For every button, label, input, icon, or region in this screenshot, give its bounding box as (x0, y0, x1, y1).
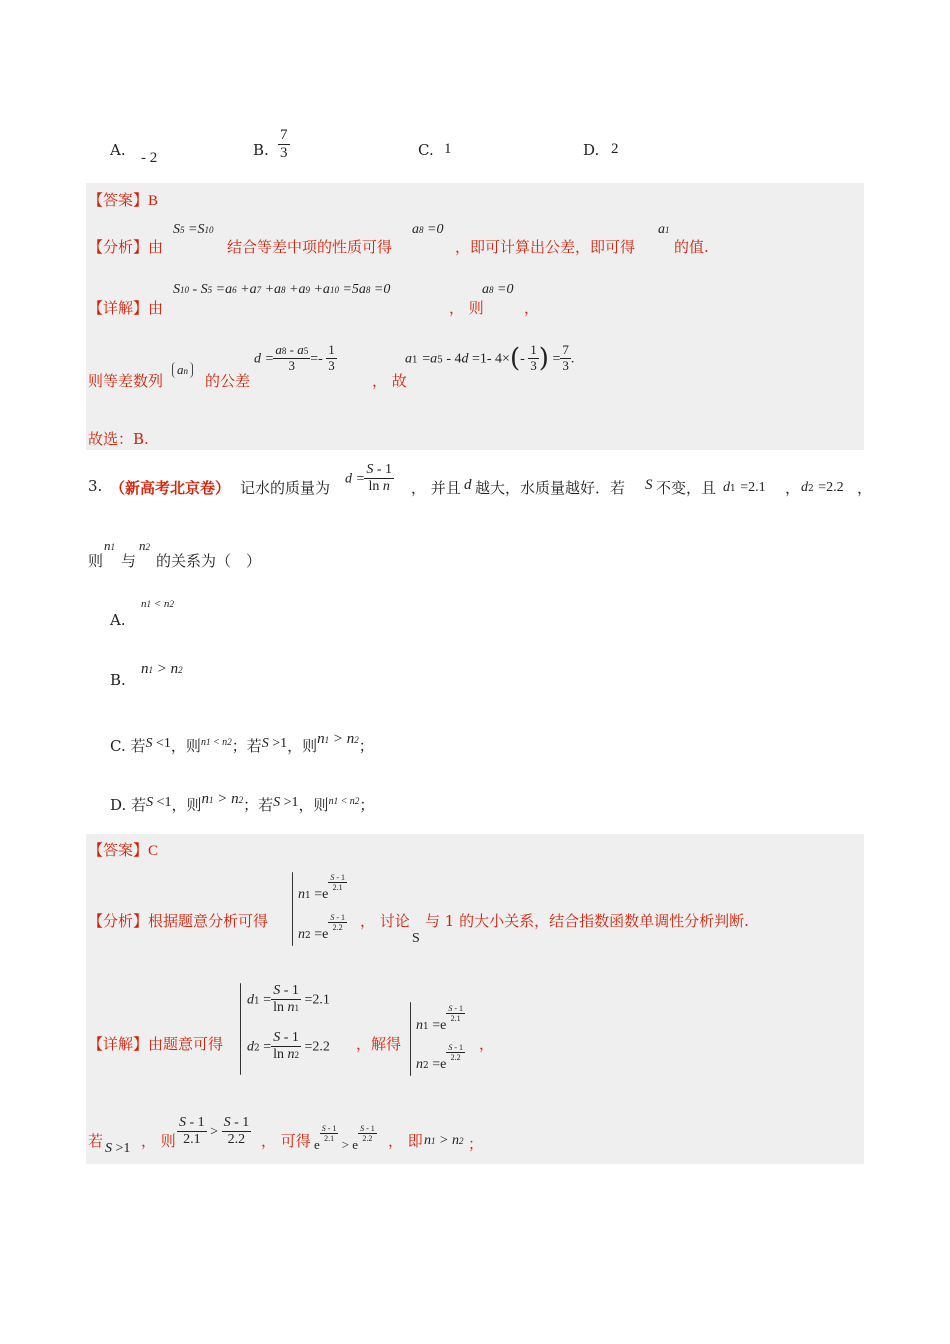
q3-opt-d: D. 若S <1，则n1 > n2；若S >1，则$^{n1 < n2}$； (110, 791, 375, 814)
q2-a1-eq: a1 =a5 - 4d =1- 4×(- $\frac{1}{3}$ ) = $\frac{7}{3}$ . (405, 342, 575, 374)
q3-line2-end: 的关系为（ ） (156, 552, 262, 570)
q3-d2: d2 =2.2 (801, 480, 844, 495)
option-c-value: 1 (444, 141, 452, 157)
q2-diff-eq: d = $\frac{a8 - a5}{3}$ =- $\frac{1}{3}$ (254, 342, 335, 373)
q2-detail-eq1: S10 - S5 =a6 +a7 +a8 +a9 +a10 =5a8 =0 (173, 282, 391, 297)
option-d-label: D. (583, 141, 600, 159)
q3-line2-mid: 与 (121, 552, 137, 570)
q2-detail-eq2: a8 =0 (482, 282, 514, 297)
q2-line3-mid: 的公差 (205, 372, 251, 390)
q3-n2: n2 (139, 538, 150, 553)
q3-stem-1: 记水的质量为 (240, 479, 331, 497)
q3-last-ineq3: n1 > n2 (424, 1133, 464, 1148)
q3-analysis-brace (292, 872, 293, 946)
q3-stem-6: ， (857, 479, 873, 497)
q2-conclusion: 故选：B. (88, 430, 149, 448)
option-d-value: 2 (611, 141, 619, 157)
q3-detail-n1: n1 =e $\frac{S - 1}{2.1}$ (416, 1004, 464, 1034)
q3-opt-b-expr: n1 > n2 (141, 661, 183, 677)
q3-d1: d1 =2.1 (723, 480, 766, 495)
q2-analysis-eq1: S5 =S10 (173, 222, 214, 237)
q3-formula: d = $\frac{S - 1}{\text{ln n}}$ (345, 462, 393, 495)
q3-analysis-mid: ， 讨论 (360, 912, 410, 930)
q2-analysis-text3: 的值. (674, 238, 709, 256)
q3-last-s: S >1 (105, 1141, 131, 1156)
q3-detail-end: ， (479, 1035, 495, 1053)
q3-opt-a-expr: n1 < n2 (141, 598, 174, 610)
q3-detail-brace1 (240, 983, 241, 1075)
q3-last-then: ， 则 (141, 1132, 176, 1150)
q3-number: 3. (88, 477, 103, 495)
q3-last-ineq2: e $\frac{S - 1}{2.1}$ > e $\frac{S - 1}{2.2}$ (314, 1124, 375, 1153)
q2-analysis-eq2: a8 =0 (412, 222, 444, 237)
q3-d-var: d (464, 477, 472, 493)
q3-detail-mid: ，解得 (356, 1035, 402, 1053)
q2-detail: 【详解】由 (88, 299, 164, 317)
q3-detail-brace2 (410, 1002, 411, 1076)
q3-analysis-n2: n2 =e $\frac{S - 1}{2.2}$ (298, 913, 346, 943)
q3-last-mid2: ， 即 (388, 1132, 423, 1150)
q3-opt-c: C. 若S <1，则$^{n1 < n2}$；若S >1，则n1 > n2； (110, 731, 374, 755)
q3-stem-3: 越大，水质量越好．若 (475, 479, 626, 497)
q3-detail: 【详解】由题意可得 (88, 1035, 224, 1053)
option-b-label: B. (253, 141, 269, 159)
q3-last-mid: ， 可得 (261, 1132, 311, 1150)
option-b-value: $\frac{7}{3}$ (280, 127, 288, 162)
q2-analysis-text2: ，即可计算出公差，即可得 (455, 238, 636, 256)
q3-s-var: S (645, 477, 653, 493)
q3-last-end: ； (468, 1135, 484, 1153)
option-a-value: - 2 (141, 150, 158, 166)
q2-detail-text1: ， 则 (449, 299, 484, 317)
q3-last-pre: 若 (88, 1132, 104, 1150)
q3-detail-n2: n2 =e $\frac{S - 1}{2.2}$ (416, 1043, 464, 1073)
option-a-label: A. (110, 141, 126, 159)
q2-line3-mid2: ， 故 (372, 372, 407, 390)
q2-detail-text2: ， (524, 299, 540, 317)
q3-opt-b-label: B. (110, 671, 126, 689)
q3-analysis: 【分析】根据题意分析可得 (88, 912, 269, 930)
q3-stem-4: 不变，且 (656, 479, 717, 497)
q3-answer: 【答案】C (88, 841, 159, 859)
q3-analysis-end: 与 1 的大小关系，结合指数函数单调性分析判断. (425, 912, 749, 930)
q3-detail-d2: d2 = $\frac{S - 1}{\text{ln n2}}$ =2.2 (247, 1030, 330, 1063)
q2-analysis-eq3: a1 (658, 222, 670, 237)
q2-answer: 【答案】B (88, 191, 159, 209)
q3-source: （新高考北京卷） (110, 479, 231, 497)
q2-seq-an: an (172, 362, 193, 378)
q3-analysis-s: S (412, 931, 420, 946)
q3-line2-pre: 则 (88, 552, 104, 570)
option-c-label: C. (418, 141, 434, 159)
q3-analysis-n1: n1 =e $\frac{S - 1}{2.1}$ (298, 873, 346, 903)
q3-n1: n1 (104, 538, 115, 553)
q3-stem-5: ， (785, 479, 801, 497)
q3-last-ineq1: $\frac{S - 1}{2.1}$ > $\frac{S - 1}{2.2}$ (179, 1115, 250, 1148)
q3-opt-a-label: A. (110, 611, 126, 629)
q3-detail-d1: d1 = $\frac{S - 1}{\text{ln n1}}$ =2.1 (247, 983, 330, 1016)
q2-analysis: 【分析】由 (88, 238, 164, 256)
q2-analysis-text1: 结合等差中项的性质可得 (227, 238, 393, 256)
q3-stem-2: ， 并且 (411, 479, 461, 497)
q2-line3-pre: 则等差数列 (88, 372, 164, 390)
